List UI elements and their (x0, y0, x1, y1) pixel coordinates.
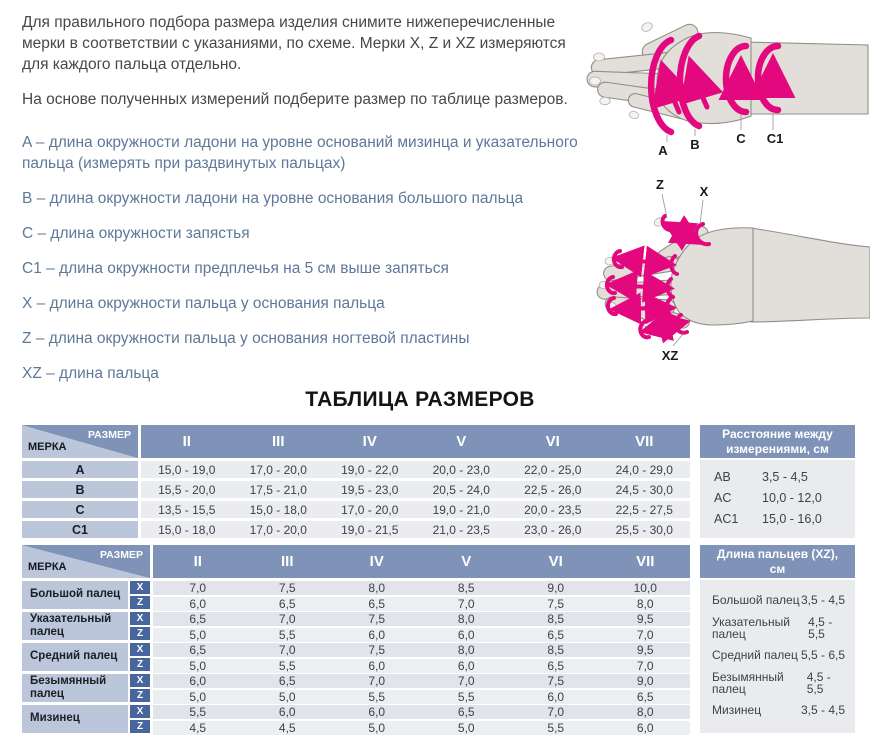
x-value: 7,5 (278, 581, 296, 595)
row-label-C1: C1 (22, 521, 138, 538)
z-value: 5,0 (457, 721, 475, 735)
size-value: 20,0 - 23,0 (432, 462, 490, 477)
z-value: 7,0 (457, 597, 475, 611)
definition-C: C – длина окружности запястья (22, 225, 250, 242)
row-label-A: A (22, 461, 138, 478)
corner-size-label-2: РАЗМЕР (100, 549, 143, 561)
finger-length-row-1 (712, 616, 845, 640)
z-badge: Z (130, 720, 150, 733)
size-value: 15,0 - 18,0 (158, 522, 216, 537)
finger-length-panel (700, 545, 855, 733)
label-C1: C1 (766, 131, 784, 146)
size-column-III: III (280, 553, 294, 570)
z-value: 5,5 (278, 659, 296, 673)
x-value: 8,5 (547, 643, 565, 657)
instructions-section (22, 12, 594, 398)
z-value: 5,5 (547, 721, 565, 735)
finger-length-label: Средний палец (712, 648, 798, 662)
z-value: 6,0 (189, 597, 207, 611)
z-badge: Z (130, 627, 150, 640)
z-value: 4,5 (278, 721, 296, 735)
distance-value: 15,0 - 16,0 (762, 512, 822, 526)
finger-row-0 (22, 581, 690, 609)
z-values-row (153, 690, 690, 704)
arrow-C1 (773, 68, 774, 95)
finger-size-table (22, 545, 690, 733)
z-value: 6,5 (547, 628, 565, 642)
distance-label: AB (714, 470, 731, 484)
x-values-row (153, 643, 690, 657)
size-value: 15,5 - 20,0 (158, 482, 216, 497)
row-values-C1 (141, 521, 690, 538)
x-value: 6,0 (368, 705, 386, 719)
finger-size-section (22, 545, 855, 733)
z-values-row (153, 628, 690, 642)
distance-value: 3,5 - 4,5 (762, 470, 808, 484)
forearm-shape-2 (751, 228, 870, 322)
size-value: 19,0 - 21,5 (341, 522, 399, 537)
corner-merka-label-2: МЕРКА (28, 561, 67, 573)
x-value: 5,5 (189, 705, 207, 719)
definition-X: X – длина окружности пальца у основания пальца (22, 295, 385, 312)
finger-length-value: 4,5 - 5,5 (808, 614, 833, 641)
finger-length-label: Мизинец (712, 703, 762, 717)
size-value: 17,5 - 21,0 (249, 482, 307, 497)
definition-Z: Z – длина окружности пальца у основания ногтевой пластины (22, 330, 470, 347)
size-row-C (22, 501, 690, 518)
size-column-IV: IV (362, 433, 377, 450)
x-value: 6,0 (189, 674, 207, 688)
x-values-row (153, 612, 690, 626)
hand-shape-2 (597, 223, 870, 329)
size-row-C1 (22, 521, 690, 538)
size-tables-section (22, 425, 855, 733)
x-value: 7,5 (368, 643, 386, 657)
size-value: 19,5 - 23,0 (341, 482, 399, 497)
size-value: 15,0 - 19,0 (158, 462, 216, 477)
x-values-row (153, 581, 690, 595)
size-value: 20,5 - 24,0 (432, 482, 490, 497)
x-value: 8,0 (368, 581, 386, 595)
size-row-B (22, 481, 690, 498)
z-value: 6,0 (547, 690, 565, 704)
z-value: 7,5 (547, 597, 565, 611)
hand-circumference-diagram (583, 2, 870, 164)
intro-paragraph-1: Для правильного подбора размера изделия снимите нижеперечисленные мерки в соответствии с указаниями, по схеме. Мерки X, Z и XZ измеряются для каждого пальца отдельно. (22, 14, 566, 73)
finger-length-panel-title: Длина пальцев (XZ), см (700, 545, 855, 578)
main-table-body (22, 461, 690, 538)
finger-length-value: 3,5 - 4,5 (800, 703, 845, 717)
row-label-B: B (22, 481, 138, 498)
size-row-A (22, 461, 690, 478)
size-value: 21,0 - 23,5 (432, 522, 490, 537)
finger-length-label: Безымянный палец (712, 669, 784, 696)
distance-panel-body (700, 460, 855, 538)
xz-badges (130, 705, 150, 733)
x-value: 8,5 (547, 612, 565, 626)
x-badge: X (130, 674, 150, 687)
size-value: 23,0 - 26,0 (524, 522, 582, 537)
finger-row-1 (22, 612, 690, 640)
z-values-row (153, 721, 690, 735)
size-value: 24,0 - 29,0 (615, 462, 673, 477)
size-column-VII: VII (636, 553, 655, 570)
size-column-headers-2 (153, 545, 690, 578)
z-value: 5,0 (189, 690, 207, 704)
size-value: 13,5 - 15,5 (158, 502, 216, 517)
finger-values (153, 643, 690, 671)
size-column-VII: VII (635, 433, 654, 450)
x-value: 9,0 (547, 581, 565, 595)
arrow-C (741, 70, 742, 97)
size-value: 20,0 - 23,5 (524, 502, 582, 517)
z-badge: Z (130, 689, 150, 702)
finger-length-row-3 (712, 671, 845, 695)
x-value: 9,5 (636, 643, 654, 657)
definition-C1: C1 – длина окружности предплечья на 5 см выше запяться (22, 260, 449, 277)
finger-measurement-diagram (583, 172, 870, 370)
z-value: 6,0 (457, 659, 475, 673)
distance-row-AB (714, 467, 845, 488)
x-values-row (153, 674, 690, 688)
x-value: 6,5 (189, 612, 207, 626)
finger-label: Средний палец (22, 643, 128, 671)
finger-length-value: 4,5 - 5,5 (806, 669, 831, 696)
finger-length-value: 3,5 - 4,5 (800, 593, 845, 607)
z-value: 5,5 (368, 690, 386, 704)
size-value: 15,0 - 18,0 (249, 502, 307, 517)
distance-value: 10,0 - 12,0 (762, 491, 822, 505)
z-value: 4,5 (189, 721, 207, 735)
finger-row-3 (22, 674, 690, 702)
z-value: 5,5 (278, 628, 296, 642)
x-value: 6,5 (457, 705, 475, 719)
distance-label: AC1 (714, 512, 739, 526)
z-value: 6,5 (636, 690, 654, 704)
z-value: 5,0 (189, 628, 207, 642)
finger-length-label: Большой палец (712, 593, 800, 607)
corner-size-label: РАЗМЕР (88, 429, 131, 441)
main-size-table (22, 425, 690, 538)
z-badge: Z (130, 658, 150, 671)
x-value: 7,0 (368, 674, 386, 688)
x-value: 6,5 (189, 643, 207, 657)
label-Z: Z (656, 177, 664, 192)
size-value: 22,5 - 26,0 (524, 482, 582, 497)
finger-row-4 (22, 705, 690, 733)
z-value: 6,0 (636, 721, 654, 735)
xz-badges (130, 674, 150, 702)
row-values-A (141, 461, 690, 478)
finger-values (153, 581, 690, 609)
size-column-III: III (271, 433, 285, 450)
size-value: 24,5 - 30,0 (615, 482, 673, 497)
size-column-VI: VI (548, 553, 563, 570)
size-value: 17,0 - 20,0 (249, 522, 307, 537)
x-value: 10,0 (633, 581, 657, 595)
label-X: X (699, 184, 709, 199)
x-value: 9,0 (636, 674, 654, 688)
distance-panel-title: Расстояние между измерениями, см (700, 425, 855, 458)
z-value: 6,0 (368, 628, 386, 642)
xz-badges (130, 612, 150, 640)
measurement-definitions (22, 132, 594, 384)
row-values-B (141, 481, 690, 498)
distance-panel (700, 425, 855, 538)
finger-length-row-4 (712, 704, 845, 716)
label-A: A (658, 143, 668, 158)
finger-label: Безымянный палец (22, 674, 128, 702)
finger-row-2 (22, 643, 690, 671)
z-value: 6,5 (278, 597, 296, 611)
x-value: 9,5 (636, 612, 654, 626)
x-value: 8,0 (457, 643, 475, 657)
main-table-header (22, 425, 690, 458)
z-value: 6,5 (547, 659, 565, 673)
size-value: 19,0 - 22,0 (341, 462, 399, 477)
intro-paragraph-2: На основе полученных измерений подберите размер по таблице размеров. (22, 91, 568, 108)
z-value: 6,0 (457, 628, 475, 642)
distance-row-AC (714, 488, 845, 509)
distance-row-AC1 (714, 509, 845, 530)
row-values-C (141, 501, 690, 518)
definition-A: A – длина окружности ладони на уровне оснований мизинца и указательного пальца (измерять при раздвинутых пальцах) (22, 134, 578, 172)
z-value: 5,0 (278, 690, 296, 704)
finger-label: Мизинец (22, 705, 128, 733)
distance-label: AC (714, 491, 732, 505)
finger-label: Большой палец (22, 581, 128, 609)
xz-badges (130, 581, 150, 609)
finger-values (153, 612, 690, 640)
size-column-IV: IV (369, 553, 384, 570)
x-value: 7,0 (457, 674, 475, 688)
finger-length-row-2 (712, 649, 845, 661)
label-XZ: XZ (661, 348, 679, 363)
definition-B: B – длина окружности ладони на уровне основания большого пальца (22, 190, 524, 207)
size-table-title: ТАБЛИЦА РАЗМЕРОВ (305, 388, 535, 411)
finger-length-row-0 (712, 594, 845, 606)
x-value: 8,0 (457, 612, 475, 626)
size-value: 22,0 - 25,0 (524, 462, 582, 477)
finger-table-header (22, 545, 690, 578)
z-value: 7,0 (636, 628, 654, 642)
size-column-headers (141, 425, 690, 458)
corner-cell-2 (22, 545, 150, 578)
z-value: 5,5 (457, 690, 475, 704)
size-column-II: II (193, 553, 202, 570)
x-badge: X (130, 581, 150, 594)
z-value: 7,0 (636, 659, 654, 673)
corner-cell (22, 425, 138, 458)
z-badge: Z (130, 596, 150, 609)
x-value: 7,0 (547, 705, 565, 719)
z-value: 6,0 (368, 659, 386, 673)
size-column-VI: VI (545, 433, 560, 450)
x-value: 6,0 (278, 705, 296, 719)
z-values-row (153, 659, 690, 673)
finger-length-panel-body (700, 580, 855, 733)
row-label-C: C (22, 501, 138, 518)
finger-values (153, 674, 690, 702)
z-values-row (153, 597, 690, 611)
size-column-II: II (182, 433, 191, 450)
size-value: 17,0 - 20,0 (341, 502, 399, 517)
size-column-V: V (461, 553, 472, 570)
label-B: B (690, 137, 700, 152)
x-badge: X (130, 612, 150, 625)
label-C: C (736, 131, 746, 146)
definition-XZ: XZ – длина пальца (22, 365, 159, 382)
x-value: 7,0 (278, 612, 296, 626)
xz-badges (130, 643, 150, 671)
x-value: 8,5 (457, 581, 475, 595)
size-value: 19,0 - 21,0 (432, 502, 490, 517)
size-value: 25,5 - 30,0 (615, 522, 673, 537)
size-value: 22,5 - 27,5 (615, 502, 673, 517)
finger-values (153, 705, 690, 733)
z-value: 6,5 (368, 597, 386, 611)
x-value: 7,5 (547, 674, 565, 688)
z-value: 5,0 (189, 659, 207, 673)
x-values-row (153, 705, 690, 719)
x-value: 7,5 (368, 612, 386, 626)
main-size-section (22, 425, 855, 538)
z-value: 5,0 (368, 721, 386, 735)
finger-length-label: Указательный палец (712, 614, 790, 641)
x-value: 7,0 (189, 581, 207, 595)
corner-merka-label: МЕРКА (28, 441, 67, 453)
x-badge: X (130, 705, 150, 718)
size-column-V: V (456, 433, 467, 450)
x-value: 7,0 (278, 643, 296, 657)
x-value: 8,0 (636, 705, 654, 719)
z-value: 8,0 (636, 597, 654, 611)
x-badge: X (130, 643, 150, 656)
size-value: 17,0 - 20,0 (249, 462, 307, 477)
finger-label: Указательный палец (22, 612, 128, 640)
finger-table-body (22, 581, 690, 733)
finger-length-value: 5,5 - 6,5 (800, 648, 845, 662)
x-value: 6,5 (278, 674, 296, 688)
